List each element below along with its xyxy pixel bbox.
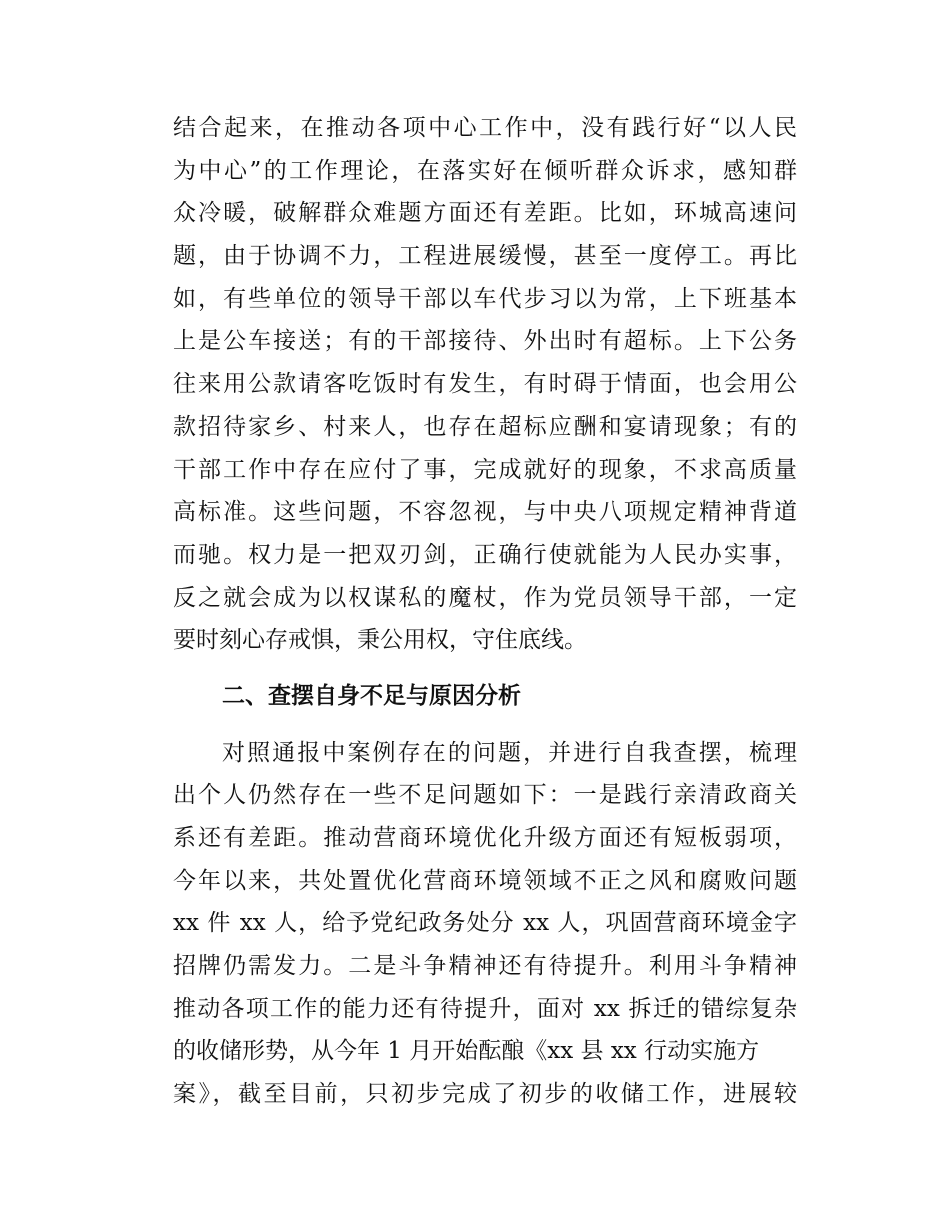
section-heading: 二、查摆自身不足与原因分析 [222,682,521,709]
text-line: 如，有些单位的领导干部以车代步习以为常，上下班基本 [173,285,797,312]
text-line: 题，由于协调不力，工程进展缓慢，甚至一度停工。再比 [173,243,797,270]
text-line: xx 件 xx 人，给予党纪政务处分 xx 人，巩固营商环境金字 [173,910,797,937]
text-line: 出个人仍然存在一些不足问题如下：一是践行亲清政商关 [173,782,797,809]
text-line: 款招待家乡、村来人，也存在超标应酬和宴请现象；有的 [173,413,797,440]
text-line: 推动各项工作的能力还有待提升，面对 xx 拆迁的错综复杂 [173,995,797,1022]
text-line: 众冷暖，破解群众难题方面还有差距。比如，环城高速问 [173,200,797,227]
text-line: 而驰。权力是一把双刃剑，正确行使就能为人民办实事， [173,541,797,568]
text-line: 结合起来，在推动各项中心工作中，没有践行好“以人民 [173,115,797,141]
text-line: 反之就会成为以权谋私的魔杖，作为党员领导干部，一定 [173,584,797,611]
text-line: 系还有差距。推动营商环境优化升级方面还有短板弱项， [173,825,797,851]
text-line: 的收储形势，从今年 1 月开始酝酿《xx 县 xx 行动实施方 [173,1038,760,1065]
text-line: 招牌仍需发力。二是斗争精神还有待提升。利用斗争精神 [173,953,797,980]
text-line: 案》，截至目前，只初步完成了初步的收储工作，进展较 [173,1081,797,1108]
text-line: 今年以来，共处置优化营商环境领域不正之风和腐败问题 [173,867,797,894]
text-line: 高标准。这些问题，不容忽视，与中央八项规定精神背道 [173,499,797,526]
text-line: 上是公车接送；有的干部接待、外出时有超标。上下公务 [173,328,797,355]
paragraph-1 [173,107,797,662]
paragraph-2 [173,732,797,1116]
text-line: 往来用公款请客吃饭时有发生，有时碍于情面，也会用公 [173,371,797,398]
text-line: 为中心”的工作理论，在落实好在倾听群众诉求，感知群 [173,157,797,184]
text-line: 对照通报中案例存在的问题，并进行自我查摆，梳理 [222,739,797,766]
text-line: 要时刻心存戒惧，秉公用权，守住底线。 [173,627,587,654]
text-line: 干部工作中存在应付了事，完成就好的现象，不求高质量 [173,456,797,483]
document-page [173,107,797,1116]
